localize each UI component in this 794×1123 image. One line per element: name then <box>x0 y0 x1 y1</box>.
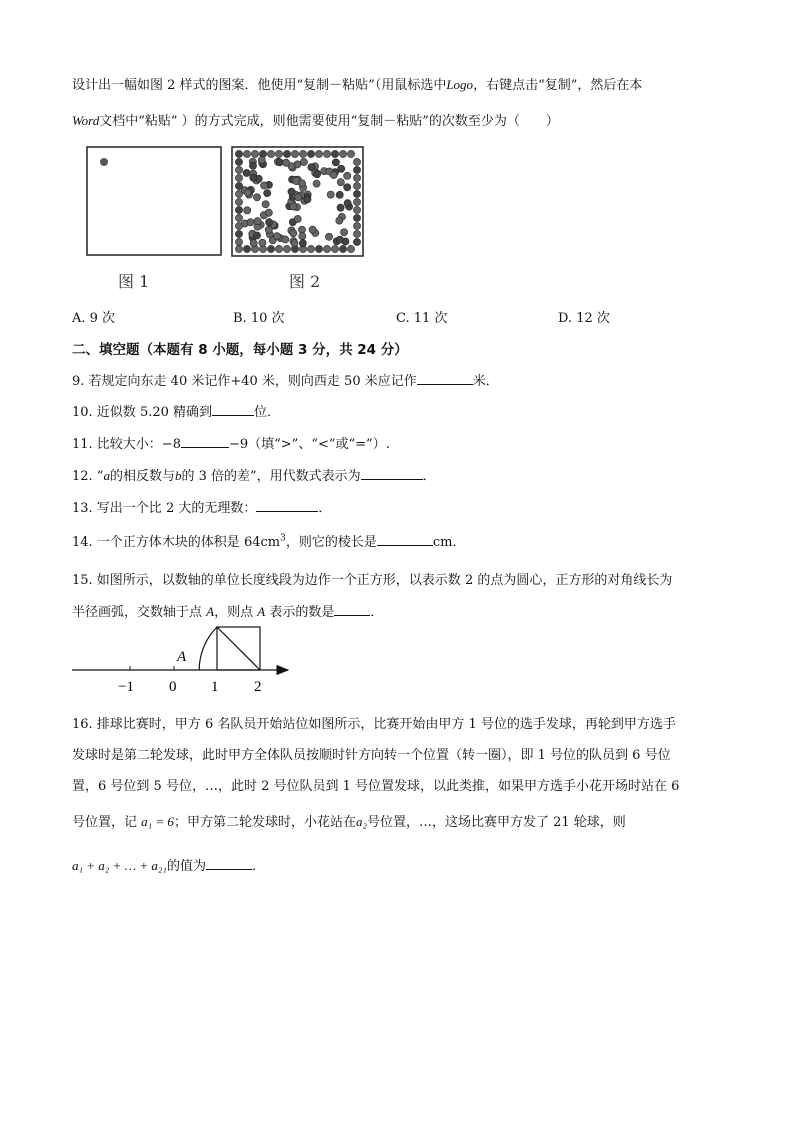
logo-dot <box>235 238 242 245</box>
question-16-line-2: 发球时是第二轮发球，此时甲方全体队员按顺时针方向转一个位置（转一圈），即 1 号位的队员到 6 号位 <box>72 748 671 763</box>
logo-dot <box>244 189 251 196</box>
q14-text-a: 14. 一个正方体木块的体积是 64cm <box>72 535 281 550</box>
option-c[interactable]: C. 11 次 <box>396 311 448 326</box>
q15-text-a: 半径画弧，交数轴于点 <box>72 605 207 620</box>
logo-dot <box>347 150 354 157</box>
logo-dot <box>341 229 348 236</box>
logo-dot <box>235 206 242 213</box>
q16-expr-a1: a₁ = 6 <box>141 814 174 829</box>
logo-dot <box>264 190 271 197</box>
square-diagonal <box>217 627 260 670</box>
q16-sum-expr: a₁ + a₂ + … + a₂₁ <box>72 858 167 873</box>
logo-dot <box>267 150 274 157</box>
logo-dot <box>275 245 282 252</box>
logo-dot <box>294 215 301 222</box>
logo-dot <box>353 190 360 197</box>
question-16-line-4 <box>72 811 626 830</box>
logo-dot <box>300 158 307 165</box>
q9-unit: 米． <box>472 374 499 389</box>
intro-line-1 <box>72 74 642 93</box>
question-11 <box>72 433 390 452</box>
q14-exponent: 3 <box>280 533 286 544</box>
logo-dot <box>313 180 320 187</box>
q14-unit: cm． <box>432 535 466 550</box>
logo-dot <box>235 214 242 221</box>
logo-dot <box>250 174 257 181</box>
q12-var-a: a <box>103 468 110 483</box>
question-16-line-5 <box>72 855 265 874</box>
logo-dot <box>291 240 298 247</box>
q16-var-a2: a₂ <box>355 814 367 829</box>
logo-dot <box>283 159 290 166</box>
logo-dot <box>327 191 334 198</box>
q15-blank[interactable] <box>334 603 370 616</box>
q14-blank[interactable] <box>377 533 433 546</box>
logo-dot <box>315 245 322 252</box>
word-word: Word <box>72 113 100 128</box>
q9-text: 9. 若规定向东走 40 米记作+40 米，则向西走 50 米应记作 <box>72 374 417 389</box>
logo-dot <box>299 240 306 247</box>
question-15-line-1: 15. 如图所示，以数轴的单位长度线段为边作一个正方形，以表示数 2 的点为圆心，正方形的对角线长为 <box>72 573 673 588</box>
q15-var-A: A <box>206 604 215 619</box>
logo-dot <box>276 159 283 166</box>
logo-dot <box>304 196 311 203</box>
q16-text-b: ；甲方第二轮发球时，小花站在 <box>173 815 356 830</box>
logo-dot <box>261 182 268 189</box>
logo-dot <box>353 182 360 189</box>
logo-dot <box>339 150 346 157</box>
q11-hint: −9（填“>”、“<”或“=”）. <box>228 437 390 452</box>
q15-text-c: 表示的数是 <box>265 605 335 620</box>
q11-text: 11. 比较大小：−8 <box>72 437 181 452</box>
logo-dot <box>323 150 330 157</box>
logo-dot <box>267 245 274 252</box>
logo-dot <box>353 238 360 245</box>
logo-dot <box>235 230 242 237</box>
logo-dot <box>353 198 360 205</box>
logo-dot <box>235 174 242 181</box>
question-12 <box>72 465 436 484</box>
q12-var-b: b <box>174 468 182 483</box>
logo-word: Logo <box>446 77 474 92</box>
q16-text-e: ． <box>251 859 265 874</box>
logo-dot <box>275 150 282 157</box>
option-a[interactable]: A. 9 次 <box>72 311 116 326</box>
figure-2 <box>230 146 370 261</box>
q16-text-d: 的值为 <box>166 859 206 874</box>
logo-dot <box>299 233 306 240</box>
question-16-line-3: 置，6 号位到 5 号位，…，此时 2 号位队员到 1 号位置发球，以此类推，如果甲方选手小花开场时站在 6 <box>72 779 680 794</box>
q15-var-A2: A <box>257 604 266 619</box>
logo-dot <box>298 180 305 187</box>
logo-dot <box>347 245 354 252</box>
logo-dot <box>100 158 108 166</box>
question-16-line-1: 16. 排球比赛时，甲方 6 名队员开始站位如图所示，比赛开始由甲方 1 号位的选手发球，再轮到甲方选手 <box>72 717 676 732</box>
option-b[interactable]: B. 10 次 <box>233 311 285 326</box>
figure-2-caption: 图 2 <box>289 272 321 291</box>
logo-dot <box>307 245 314 252</box>
q10-blank[interactable] <box>212 403 254 416</box>
logo-dot <box>353 230 360 237</box>
logo-dot <box>290 230 297 237</box>
q12-text-c: 的 3 倍的差”，用代数式表示为 <box>181 469 361 484</box>
logo-dot <box>344 172 351 179</box>
intro-text-1a: 设计出一幅如图 2 样式的图案．他使用“复制－粘贴”（用鼠标选中 <box>72 78 447 93</box>
q16-blank[interactable] <box>206 857 252 870</box>
label-minus1: −1 <box>118 679 134 695</box>
logo-dot <box>344 184 351 191</box>
logo-dot <box>288 188 295 195</box>
logo-dot <box>247 219 254 226</box>
logo-dot <box>235 245 242 252</box>
logo-dot <box>265 226 272 233</box>
logo-dot <box>338 165 345 172</box>
logo-dot <box>309 226 316 233</box>
logo-dot <box>243 245 250 252</box>
q12-text-d: ． <box>422 469 436 484</box>
logo-dot <box>353 206 360 213</box>
q15-text-b: ，则点 <box>214 605 258 620</box>
logo-dot <box>353 166 360 173</box>
q12-text-a: 12. “ <box>72 469 104 484</box>
q13-end: ． <box>318 501 332 516</box>
logo-dot <box>344 200 351 207</box>
logo-dot <box>339 245 346 252</box>
logo-dot <box>254 218 261 225</box>
label-0: 0 <box>169 679 177 695</box>
logo-dot <box>331 150 338 157</box>
question-14 <box>72 531 465 550</box>
q10-text: 10. 近似数 5.20 精确到 <box>72 405 213 420</box>
logo-dot <box>353 222 360 229</box>
logo-dot <box>291 150 298 157</box>
section-title: 二、填空题（本题有 8 小题，每小题 3 分，共 24 分） <box>72 342 408 358</box>
logo-dot <box>250 240 257 247</box>
figure-1-caption: 图 1 <box>118 272 150 291</box>
logo-dot <box>337 179 344 186</box>
question-10 <box>72 401 280 420</box>
question-13 <box>72 497 331 516</box>
q15-text-d: ． <box>370 605 384 620</box>
logo-dot <box>336 217 343 224</box>
label-1: 1 <box>211 679 219 695</box>
logo-dot <box>235 150 242 157</box>
logo-dot <box>235 166 242 173</box>
option-d[interactable]: D. 12 次 <box>558 311 610 326</box>
logo-dot <box>253 194 260 201</box>
point-A-label: A <box>177 649 187 665</box>
q9-blank[interactable] <box>417 372 473 385</box>
logo-dot <box>265 209 272 216</box>
intro-text-1b: ，右键点击“复制”，然后在本 <box>473 78 643 93</box>
q13-blank[interactable] <box>256 499 318 512</box>
q16-text-a: 号位置，记 <box>72 815 142 830</box>
logo-dot <box>243 169 250 176</box>
logo-dot <box>314 171 321 178</box>
logo-dot <box>331 245 338 252</box>
logo-dot <box>283 150 290 157</box>
logo-dot <box>282 236 289 243</box>
logo-dot <box>315 150 322 157</box>
q11-blank[interactable] <box>181 435 229 448</box>
figure-1 <box>86 146 226 291</box>
logo-dot <box>243 150 250 157</box>
q12-blank[interactable] <box>361 467 423 480</box>
intro-line-2 <box>72 110 559 129</box>
logo-dot <box>336 236 343 243</box>
radius-arc <box>199 627 217 670</box>
logo-dot <box>251 150 258 157</box>
number-line-diagram <box>70 624 300 696</box>
q13-text: 13. 写出一个比 2 大的无理数： <box>72 501 257 516</box>
logo-dot <box>290 203 297 210</box>
logo-dot <box>337 204 344 211</box>
logo-dot <box>266 219 273 226</box>
logo-dot <box>295 194 302 201</box>
q14-text-b: ，则它的棱长是 <box>285 535 377 550</box>
q10-unit: 位． <box>254 405 281 420</box>
logo-dot <box>307 150 314 157</box>
logo-dot <box>244 207 251 214</box>
label-2: 2 <box>254 679 262 695</box>
logo-dot <box>262 201 269 208</box>
logo-dot <box>273 233 280 240</box>
logo-dot <box>353 174 360 181</box>
logo-dot <box>332 159 339 166</box>
logo-dot <box>259 239 266 246</box>
logo-dot <box>283 245 290 252</box>
logo-dot <box>325 233 332 240</box>
logo-dot <box>353 214 360 221</box>
question-9 <box>72 370 499 389</box>
question-15-line-2 <box>72 601 383 620</box>
logo-dot <box>336 191 343 198</box>
q16-text-c: 号位置，…，这场比赛甲方发了 21 轮球，则 <box>366 815 626 830</box>
q12-text-b: 的相反数与 <box>109 469 175 484</box>
logo-dot <box>249 162 256 169</box>
logo-dot <box>330 171 337 178</box>
logo-dot <box>323 245 330 252</box>
logo-dot <box>258 157 265 164</box>
logo-dot <box>235 158 242 165</box>
intro-text-2: 文档中“粘贴” ）的方式完成，则他需要使用“复制－粘贴”的次数至少为（ ） <box>99 114 559 129</box>
logo-dot <box>235 198 242 205</box>
logo-dot <box>353 158 360 165</box>
logo-dot <box>299 150 306 157</box>
logo-dot <box>253 232 260 239</box>
